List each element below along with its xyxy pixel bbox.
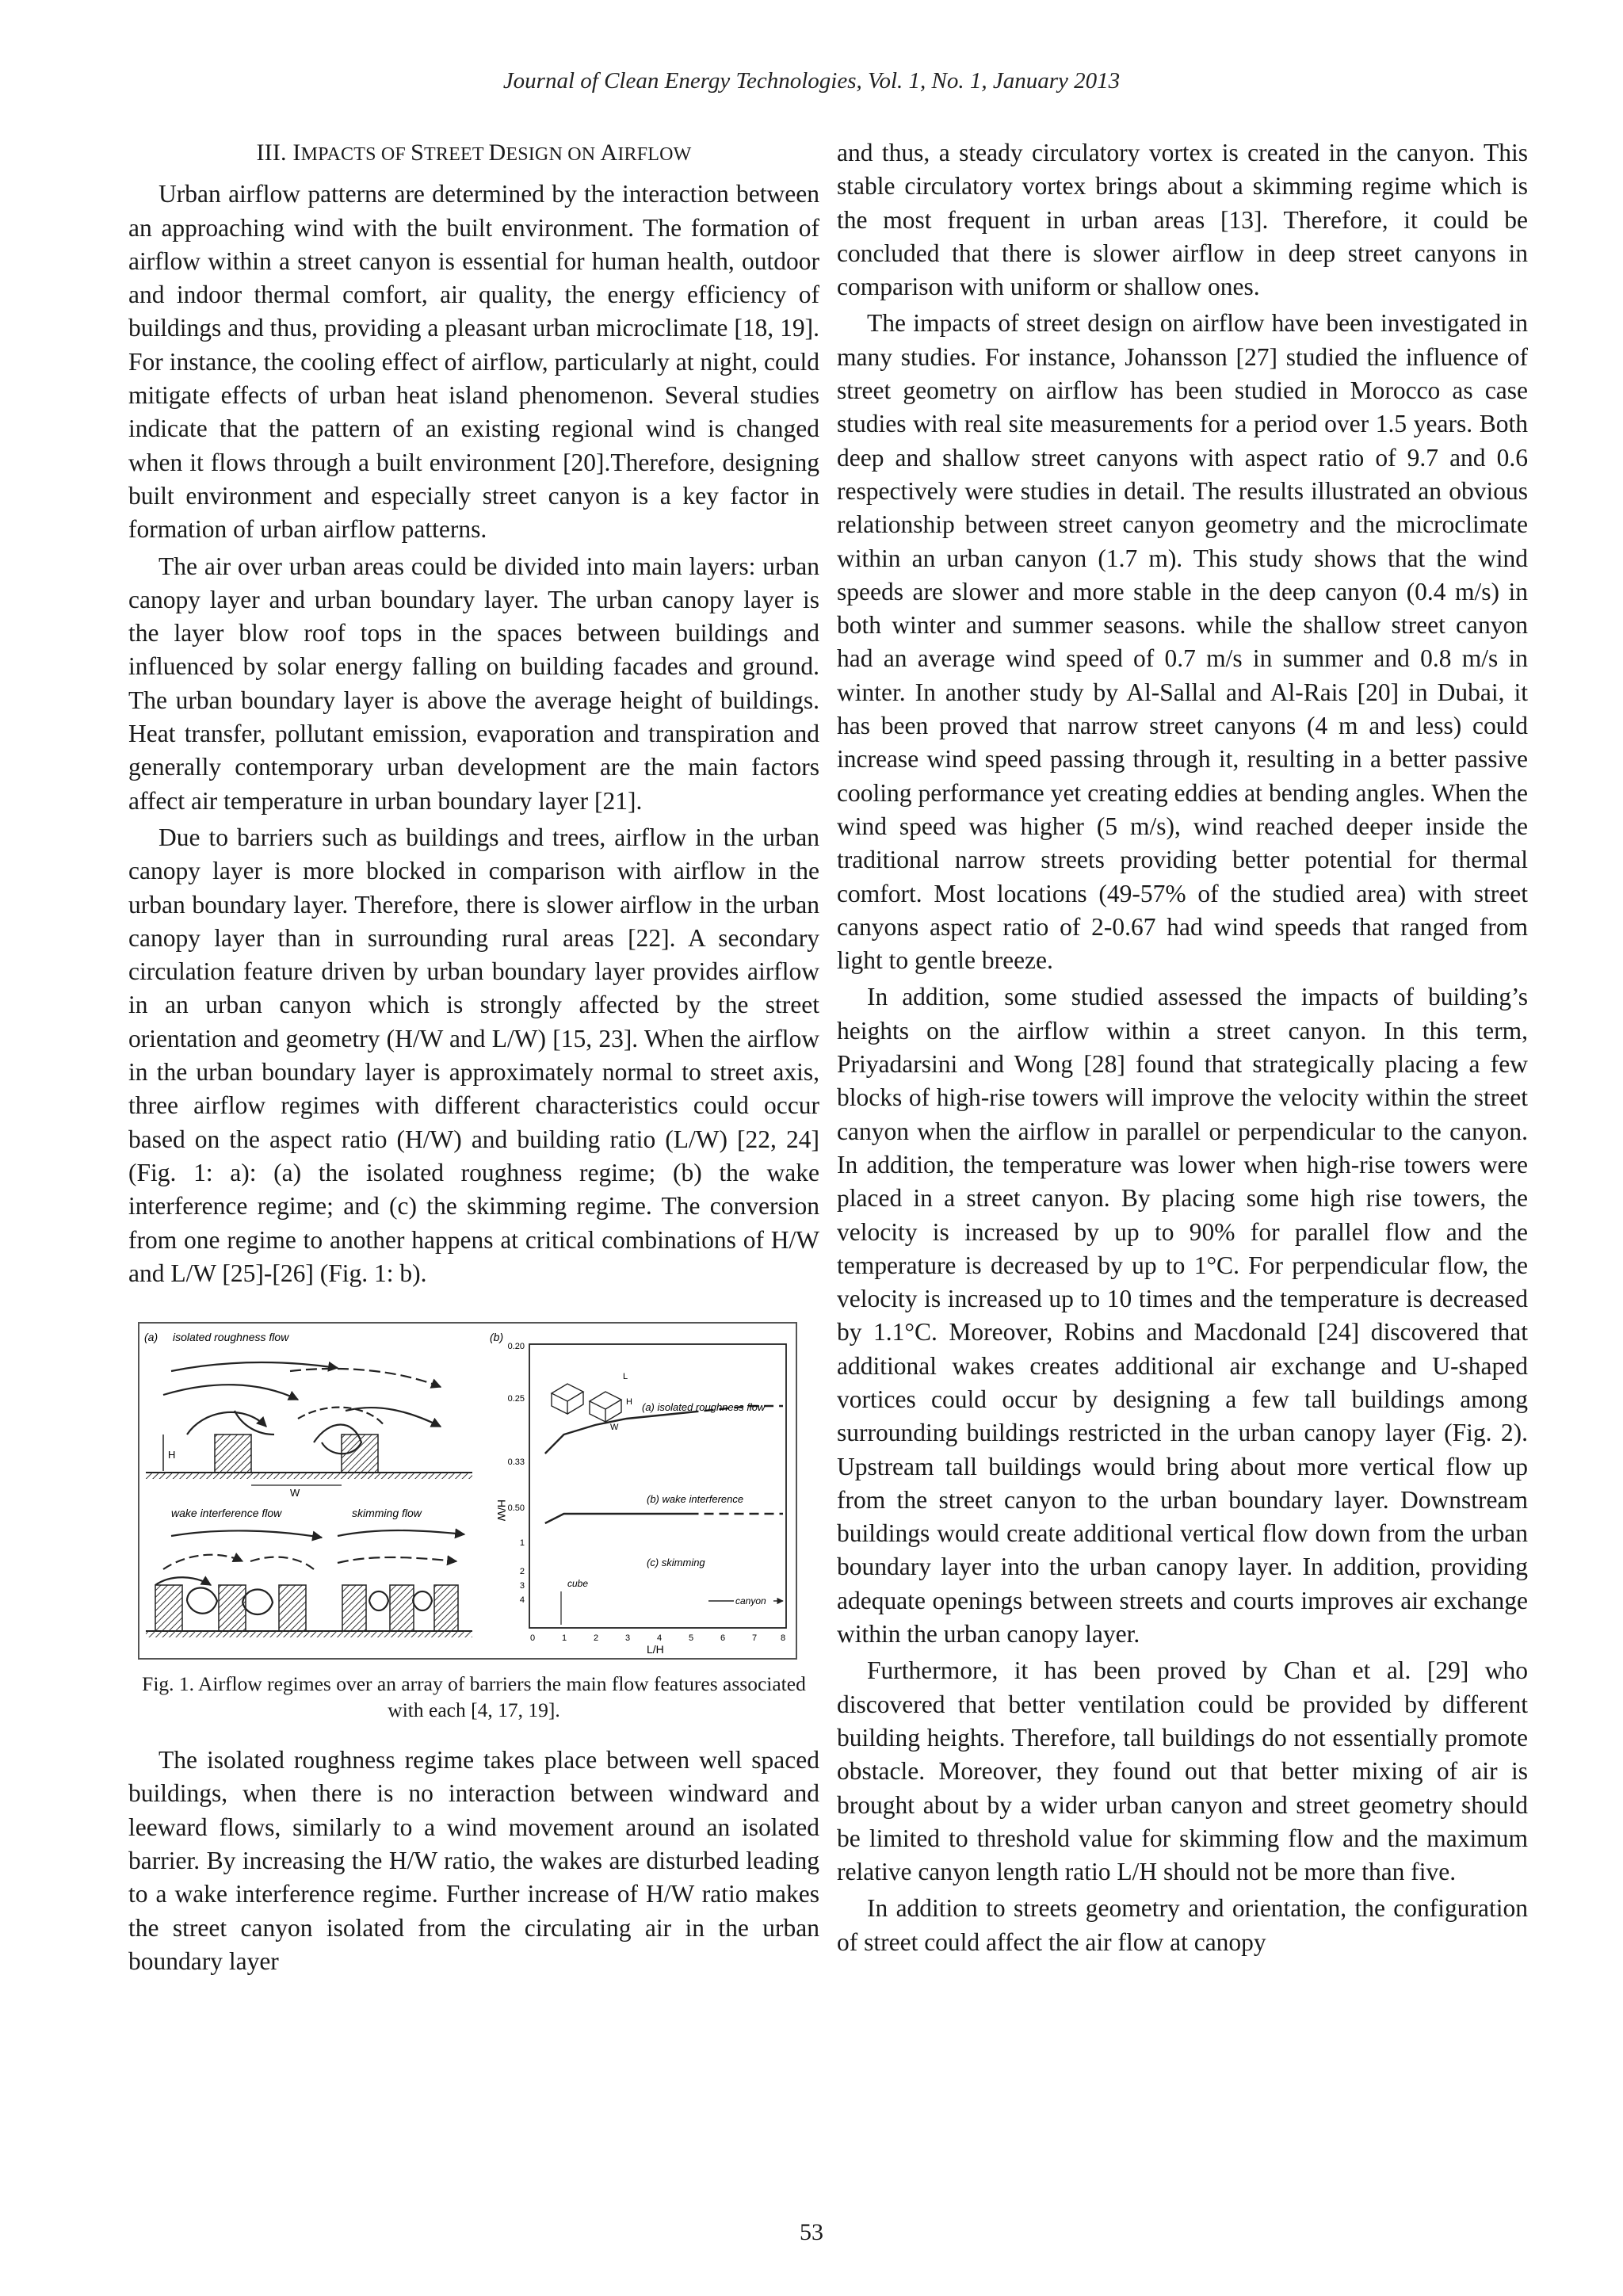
building [155, 1585, 182, 1631]
boundary-line-1 [545, 1412, 689, 1454]
x-axis-title: L/H [647, 1643, 664, 1656]
x-tick: 8 [780, 1633, 786, 1644]
box-label-h: H [626, 1397, 632, 1408]
box-label-w: W [610, 1423, 619, 1433]
section-number: III. [256, 139, 287, 166]
paragraph: In addition, some studied assessed the impacts of building’s heights on the airflow within a street canyon. In this term, Priyadarsini and Wong [28] found that strategically placing a few blocks of high-rise towers will improve the velocity within the street canyon when the airflow in parallel or perpendicular to the canyon. In addition, the temperature was lower when high-rise towers were placed in a street canyon. By placing some high rise towers, the velocity is increased by up to 90% for parallel flow and the temperature is decreased by up to 1°C. For perpendicular flow, the velocity is increased up to 10 times and the temperature is decreased by 1.1°C. Moreover, Robins and Macdonald [24] discovered that additional wakes creates additional air exchange and U-shaped vortices could occur by designing a few tall buildings among surrounding buildings restricted in the urban canopy layer (Fig. 2). Upstream tall buildings would bring about more vertical flow up from the street canyon to the urban boundary layer. Downstream buildings would create additional vertical flow down from the urban boundary layer into the urban canopy layer. In addition, providing adequate openings between streets and courts improves air exchange within the urban canopy layer. [837, 983, 1528, 1648]
lower-streamlines [155, 1530, 464, 1614]
x-ticks [530, 1633, 785, 1643]
right-column [837, 136, 1528, 1959]
region-b-label: (b) wake interference [647, 1493, 744, 1506]
building [219, 1585, 246, 1631]
y-tick: 0.25 [507, 1394, 525, 1404]
building-box-sketch [552, 1384, 621, 1422]
isolated-flow-streamlines [163, 1362, 441, 1454]
paragraph: The air over urban areas could be divided into main layers: urban canopy layer and urban boundary layer. The urban canopy layer is the layer blow roof tops in the spaces between buildings and influenced by solar energy falling on building facades and ground. The urban boundary layer is above the average height of buildings. Heat transfer, pollutant emission, evaporation and transpiration and generally contemporary urban development are the main factors affect air temperature in urban boundary layer [21]. [128, 552, 819, 815]
x-tick: 2 [593, 1633, 599, 1644]
regime-boundaries [545, 1406, 783, 1523]
paragraph: Furthermore, it has been proved by Chan et al. [29] who discovered that better ventilation could be provided by different building heights. Therefore, tall buildings do not essentially promote obstacle. Moreover, they found out that better mixing of air is brought about by a wider urban canyon and street geometry should be limited to threshold value for skimming flow and the maximum relative canyon length ratio L/H should not be more than five. [837, 1656, 1528, 1886]
building [342, 1435, 378, 1473]
y-tick: 4 [519, 1595, 525, 1606]
ground-hatch [146, 1473, 472, 1479]
x-tick: 3 [624, 1633, 631, 1644]
x-tick: 6 [720, 1633, 726, 1644]
y-ticks [508, 1342, 525, 1605]
section-title-text: IMPACTS OF STREET DESIGN ON AIRFLOW [292, 139, 692, 166]
panel-b-label: (b) [490, 1331, 504, 1344]
x-tick: 0 [529, 1633, 536, 1644]
page-number: 53 [800, 2219, 823, 2245]
left-column [128, 136, 819, 1978]
x-tick: 7 [751, 1633, 758, 1644]
journal-header: Journal of Clean Energy Technologies, Vol. 1, No. 1, January 2013 [502, 68, 1121, 94]
building [390, 1585, 414, 1631]
ground-hatch [146, 1631, 472, 1637]
x-tick: 5 [688, 1633, 694, 1644]
paragraph: and thus, a steady circulatory vortex is created in the canyon. This stable circulatory vortex brings about a skimming regime which is the most frequent in urban areas [13]. Therefore, it could be concluded that there is slower airflow in deep street canyons in comparison with uniform or shallow ones. [837, 139, 1528, 301]
isolated-roughness-label: isolated roughness flow [173, 1331, 289, 1344]
paragraph: Due to barriers such as buildings and trees, airflow in the urban canopy layer is more blocked in comparison with airflow in the urban boundary layer. Therefore, there is slower airflow in the urban canopy layer than in surrounding rural areas [22]. A secondary circulation feature driven by urban boundary layer provides airflow in an urban canyon which is strongly affected by the street orientation and geometry (H/W and L/W) [15, 23]. When the airflow in the urban boundary layer is approximately normal to street axis, three airflow regimes with different characteristics could occur based on the aspect ratio (H/W) and building ratio (L/W) [22, 24] (Fig. 1: a): (a) the isolated roughness regime; (b) the wake interference regime; and (c) the skimming regime. The conversion from one regime to another happens at critical combinations of H/W and L/W [25]-[26] (Fig. 1: b). [128, 823, 819, 1287]
building [215, 1435, 251, 1473]
x-tick: 4 [656, 1633, 663, 1644]
y-axis-title: H/W [495, 1499, 508, 1522]
paragraph: The isolated roughness regime takes place between well spaced buildings, when there is no interaction between windward and leeward flows, similarly to a wind movement around an isolated barrier. By increasing the H/W ratio, the wakes are disturbed leading to a wake interference regime. Further increase of H/W ratio makes the street canyon isolated from the circulating air in the urban boundary layer [128, 1746, 819, 1975]
canyon-label: canyon [735, 1595, 766, 1607]
paragraph: The impacts of street design on airflow have been investigated in many studies. For instance, Johansson [27] studied the influence of street geometry on airflow has been studied in Morocco as case studies with real site measurements for a period over 1.5 years. Both deep and shallow street canyons with aspect ratio of 9.7 and 0.6 respectively were studies in detail. The results illustrated an obvious relationship between street canyon geometry and the microclimate within an urban canyon (1.7 m). This study shows that the wind speeds are slower and more stable in the deep canyon (0.4 m/s) in both winter and summer seasons. while the shallow street canyon had an average wind speed of 0.7 m/s in summer and 0.8 m/s in winter. In another study by Al-Sallal and Al-Rais [20] in Dubai, it has been proved that narrow street canyons (4 m and less) could increase wind speed passing through it, resulting in a better passive cooling performance yet creating eddies at bending angles. When the wind speed was higher (5 m/s), wind reached deeper inside the traditional narrow streets providing better potential for thermal comfort. Most locations (49-57% of the studied area) with street canyons aspect ratio of 2-0.67 had wind speeds that ranged from light to gentle breeze. [837, 309, 1528, 975]
paragraph: Urban airflow patterns are determined by the interaction between an approaching wind with the built environment. The formation of airflow within a street canyon is essential for human health, outdoor and indoor thermal comfort, air quality, the energy efficiency of buildings and thus, providing a pleasant urban microclimate [18, 19]. For instance, the cooling effect of airflow, particularly at night, could mitigate effects of urban heat island phenomenon. Several studies indicate that the pattern of an existing regional wind is changed when it flows through a built environment [20].Therefore, designing built environment and especially street canyon is a key factor in formation of urban airflow patterns. [128, 180, 819, 544]
figure-1-image [138, 1322, 797, 1660]
y-tick: 0.33 [507, 1457, 525, 1468]
y-tick: 0.50 [507, 1503, 525, 1514]
building [434, 1585, 458, 1631]
y-tick: 2 [519, 1567, 525, 1577]
section-title [128, 136, 819, 171]
figure-1-caption: Fig. 1. Airflow regimes over an array of barriers the main flow features associated with each [4, 17, 19]. [142, 1672, 806, 1722]
skimming-flow-label: skimming flow [352, 1507, 422, 1520]
y-tick: 0.20 [507, 1342, 525, 1352]
figure-1-svg [139, 1324, 796, 1658]
region-a-label: (a) isolated roughness flow [642, 1401, 766, 1414]
figure-1 [128, 1322, 819, 1723]
wake-interference-label: wake interference flow [171, 1507, 282, 1520]
y-tick: 3 [519, 1581, 525, 1591]
y-tick: 1 [519, 1538, 525, 1549]
x-tick: 1 [561, 1633, 567, 1644]
building [342, 1585, 366, 1631]
paragraph: In addition to streets geometry and orientation, the configuration of street could affect the air flow at canopy [837, 1894, 1528, 1956]
region-c-label: (c) skimming [647, 1557, 705, 1569]
building [279, 1585, 306, 1631]
panel-a-label: (a) [144, 1331, 158, 1344]
box-label-l: L [623, 1372, 628, 1382]
w-label: W [290, 1487, 300, 1499]
cube-label: cube [567, 1578, 589, 1590]
h-label: H [168, 1449, 176, 1461]
boundary-line-2 [545, 1514, 689, 1523]
